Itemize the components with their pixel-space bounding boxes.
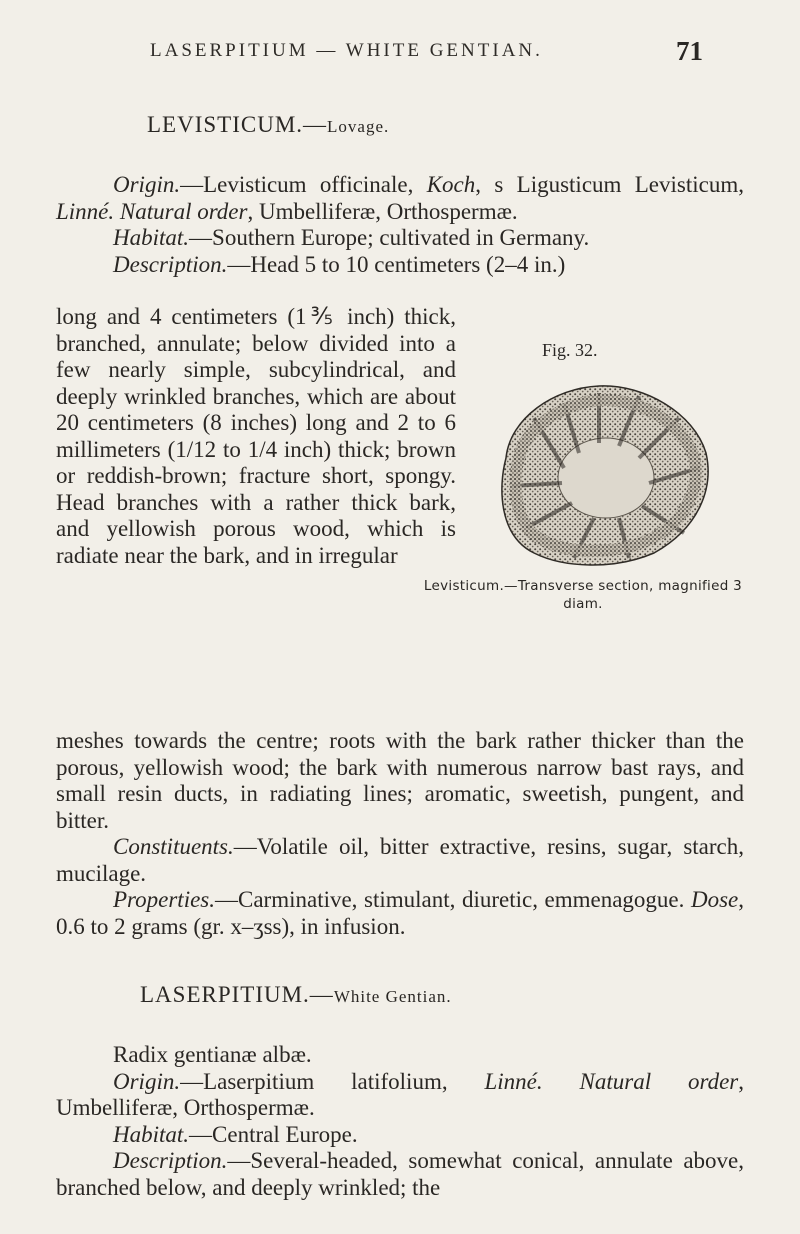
running-head: LASERPITIUM — WHITE GENTIAN. xyxy=(150,40,543,61)
laserpitium-text xyxy=(56,1042,744,1201)
author-linne: Linné. xyxy=(56,198,115,224)
figure-label: Fig. 32. xyxy=(542,340,598,360)
description-narrow-block xyxy=(56,304,456,569)
figure-caption: Levisticum.—Transverse section, magnified 3 diam. xyxy=(423,578,743,612)
habitat-paragraph xyxy=(56,225,744,252)
section-title-laserpitium xyxy=(140,982,452,1008)
description-first-line xyxy=(56,252,744,279)
title-small: Lovage. xyxy=(327,117,390,136)
habitat-label-2: Habitat. xyxy=(113,1121,190,1147)
natural-order-label: Natural order xyxy=(119,198,248,224)
natural-order-label-2: Natural order xyxy=(579,1068,739,1094)
origin-text-2: —Laserpitium latifolium, xyxy=(180,1068,485,1094)
constituents-paragraph xyxy=(56,834,744,887)
levisticum-top-text xyxy=(56,172,744,278)
origin-text2-2: , Umbelliferæ, Orthospermæ. xyxy=(56,1068,745,1120)
properties-paragraph xyxy=(56,887,744,940)
habitat-text: —Southern Europe; cultivated in Germany. xyxy=(189,225,590,250)
constituents-text: —Volatile oil, bitter extractive, resins, sugar, starch, mucilage. xyxy=(56,834,744,886)
habitat-text-2: —Central Europe. xyxy=(189,1121,358,1147)
properties-text: —Carminative, stimulant, diuretic, emmenagogue. xyxy=(215,887,691,912)
origin-paragraph xyxy=(56,172,744,225)
origin-label: Origin. xyxy=(113,172,181,197)
constituents-label: Constituents. xyxy=(113,834,234,859)
dose-text: , 0.6 to 2 grams (gr. x–ʒss), in infusion. xyxy=(56,887,744,939)
dose-label: Dose xyxy=(690,887,739,912)
description-label: Description. xyxy=(113,251,228,277)
title-main-2: LASERPITIUM.— xyxy=(140,982,334,1007)
description-rest: meshes towards the centre; roots with the bark rather thicker than the porous, yellowish wood; the bark with numerous narrow bast rays, and small resin ducts, in radiating lines; aromatic, sweetish, pungent, and bitter. xyxy=(56,728,744,833)
origin-paragraph-2 xyxy=(56,1069,744,1122)
figure-32 xyxy=(414,340,754,625)
properties-label: Properties. xyxy=(113,887,215,912)
description-line1: —Head 5 to 10 centimeters (2–4 in.) xyxy=(227,251,566,277)
page-number: 71 xyxy=(676,36,703,66)
description-text-2: —Several-headed, somewhat conical, annulate above, branched below, and deeply wrinkled; the xyxy=(56,1148,744,1200)
habitat-paragraph-2 xyxy=(56,1122,744,1149)
title-small-2: White Gentian. xyxy=(333,987,452,1006)
author-koch: Koch xyxy=(426,172,476,197)
description-label-2: Description. xyxy=(113,1148,228,1173)
description-paragraph-2 xyxy=(56,1148,744,1201)
title-main: LEVISTICUM.— xyxy=(147,112,328,137)
origin-text3: , Umbelliferæ, Orthospermæ. xyxy=(247,198,518,224)
origin-text2: , s Ligusticum Levisticum, xyxy=(475,172,744,197)
origin-text: —Levisticum officinale, xyxy=(180,172,427,197)
origin-label-2: Origin. xyxy=(113,1068,181,1094)
section-title-levisticum xyxy=(147,112,389,138)
description-narrow: long and 4 centimeters (1⅗ inch) thick, branched, annulate; below divided into a few nearly simple, subcylindrical, and deeply wrinkled branches, which are about 20 centimeters (8 inches) long and 2 to 6 millimeters (1/12 to 1/4 inch) thick; brown or reddish-brown; fracture short, spongy. Head branches with a rather thick bark, and yellowish porous wood, which is radiate near the bark, and in irregular xyxy=(56,304,456,568)
habitat-label: Habitat. xyxy=(113,225,190,250)
author-linne-2: Linné. xyxy=(484,1068,543,1094)
levisticum-bottom-text xyxy=(56,728,744,940)
root-cross-section-illustration xyxy=(414,358,754,588)
radix-line: Radix gentianæ albæ. xyxy=(113,1042,312,1067)
